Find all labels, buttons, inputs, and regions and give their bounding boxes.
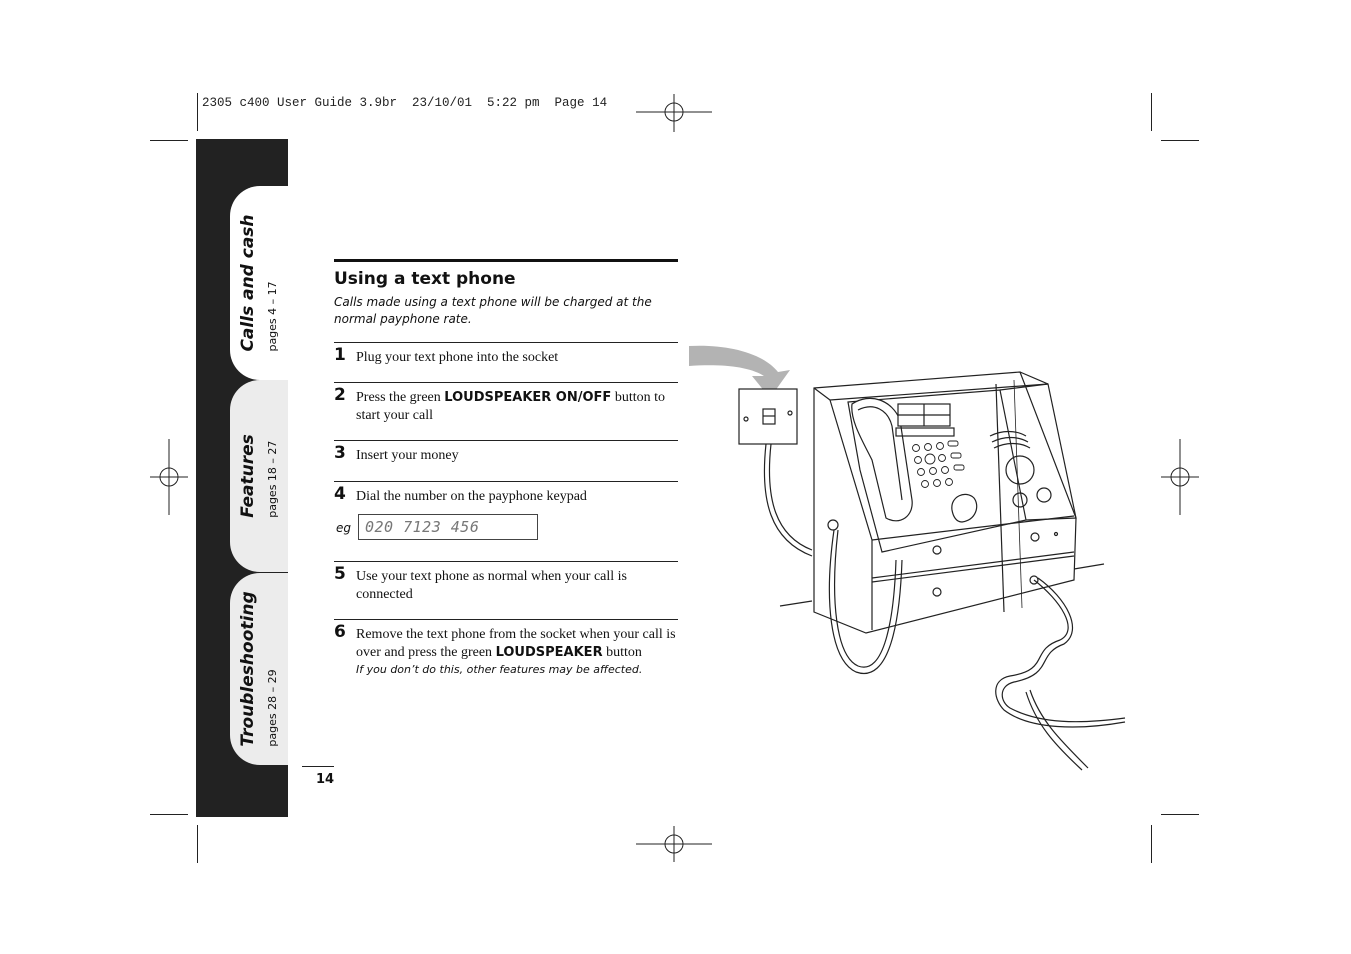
display-number: 020 7123 456 — [365, 518, 480, 536]
tab-pages: pages 18 – 27 — [266, 440, 279, 518]
print-slug: 2305 c400 User Guide 3.9br 23/10/01 5:22 pm Page 14 — [202, 96, 608, 110]
step-number: 2 — [334, 385, 346, 405]
tab-calls-and-cash[interactable] — [230, 186, 288, 380]
step-number: 5 — [334, 564, 346, 584]
step-2 — [334, 382, 678, 441]
tab-title: Troubleshooting — [238, 591, 258, 747]
step-number: 4 — [334, 484, 346, 504]
step-note: If you don’t do this, other features may be affected. — [356, 663, 643, 676]
payphone-illustration — [680, 340, 1140, 780]
step-3 — [334, 440, 678, 481]
payphone-icon — [814, 372, 1076, 633]
page-number: 14 — [316, 772, 335, 787]
step-text: Press the green LOUDSPEAKER ON/OFF button to start your call — [356, 390, 665, 423]
button-keyword: LOUDSPEAKER — [495, 645, 603, 660]
step-6 — [334, 619, 678, 690]
wall-socket-icon — [739, 389, 797, 444]
step-text: Dial the number on the payphone keypad — [356, 489, 587, 504]
button-keyword: LOUDSPEAKER ON/OFF — [444, 390, 612, 405]
section-intro: Calls made using a text phone will be charged at the normal payphone rate. — [334, 295, 652, 326]
heading-rule — [334, 259, 678, 262]
section-title: Using a text phone — [334, 269, 516, 289]
tab-pages: pages 28 – 29 — [266, 669, 279, 747]
step-text: Plug your text phone into the socket — [356, 350, 559, 365]
step-text: Use your text phone as normal when your call is connected — [356, 569, 627, 602]
tab-features[interactable] — [230, 380, 288, 572]
step-text: Insert your money — [356, 448, 459, 463]
tab-pages: pages 4 – 17 — [266, 281, 279, 352]
step-number: 6 — [334, 622, 346, 642]
step-number: 3 — [334, 443, 346, 463]
page-number-rule — [302, 766, 334, 767]
step-1 — [334, 342, 678, 383]
tab-troubleshooting[interactable] — [230, 573, 288, 765]
section-header — [334, 259, 678, 328]
step-text: Remove the text phone from the socket when your call is over and press the green LOUDSPEAKER button If you don’t do this, other features may be affected. — [356, 626, 678, 678]
step-number: 1 — [334, 345, 346, 365]
tab-title: Calls and cash — [238, 214, 258, 352]
example-label: eg — [336, 521, 351, 535]
display-example — [358, 514, 538, 540]
step-5 — [334, 561, 678, 620]
tab-title: Features — [238, 434, 258, 518]
